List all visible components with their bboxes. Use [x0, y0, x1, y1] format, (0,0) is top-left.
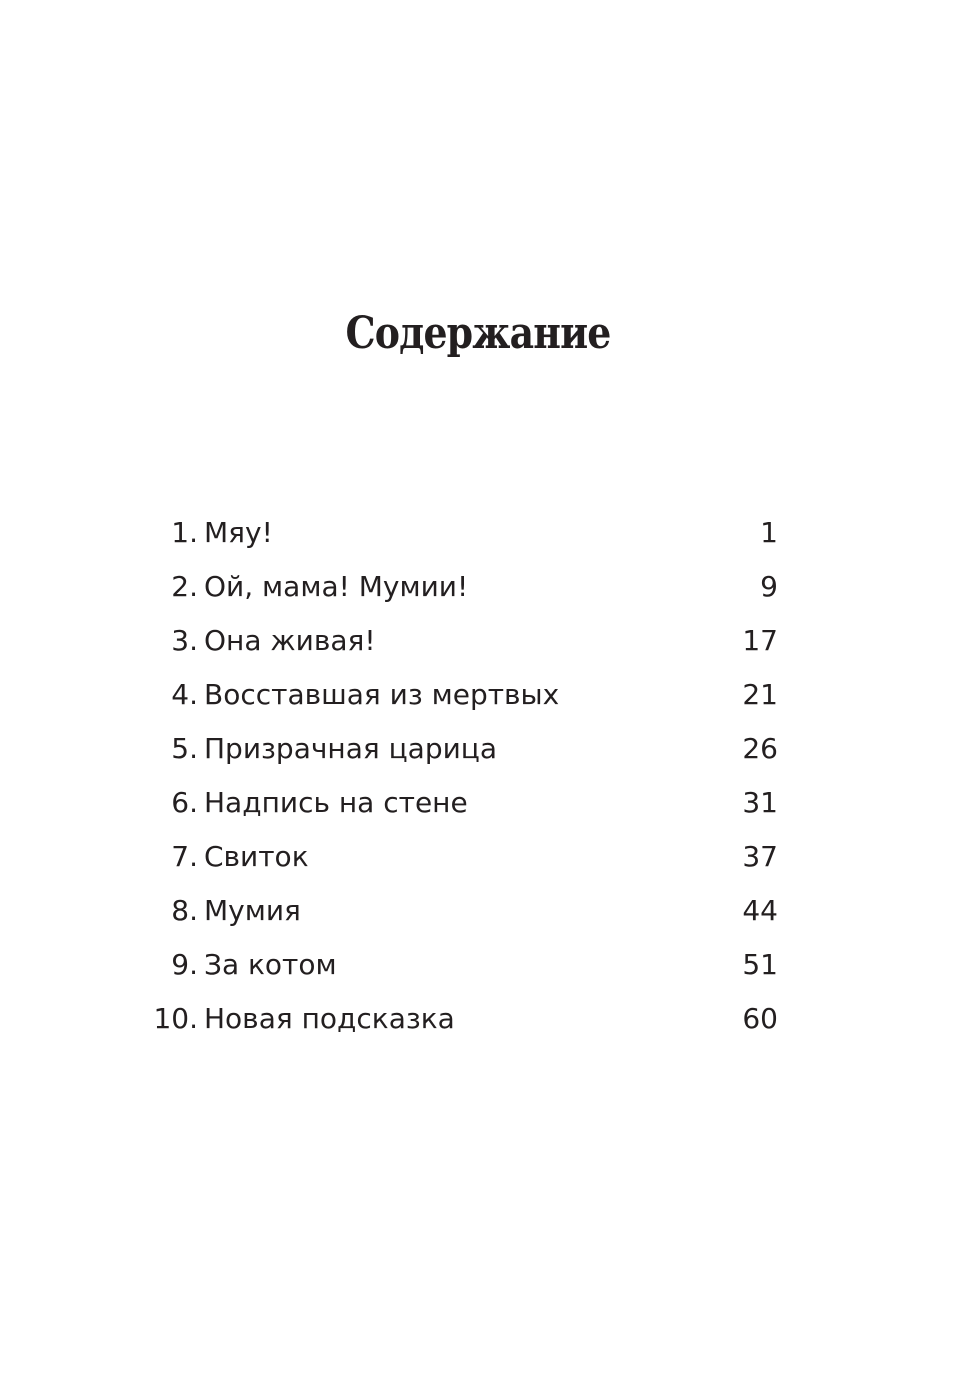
toc-entry	[150, 830, 778, 884]
toc-entry-number: 4.	[171, 678, 198, 711]
toc-entry-title: Восставшая из мертвых	[204, 678, 560, 711]
toc-entry-page: 9	[760, 570, 778, 603]
toc-entry	[150, 722, 778, 776]
toc-entry	[150, 668, 778, 722]
toc-entry-page: 44	[742, 894, 778, 927]
toc-entry-title: Надпись на стене	[204, 786, 468, 819]
toc-entry-page: 60	[742, 1002, 778, 1035]
table-of-contents	[150, 506, 778, 1046]
toc-entry-title: За котом	[204, 948, 337, 981]
toc-entry-number: 8.	[171, 894, 198, 927]
toc-entry-number: 2.	[171, 570, 198, 603]
toc-entry	[150, 776, 778, 830]
toc-entry-page: 17	[742, 624, 778, 657]
toc-entry-number: 10.	[153, 1002, 198, 1035]
toc-entry-page: 21	[742, 678, 778, 711]
toc-entry	[150, 506, 778, 560]
toc-entry-page: 31	[742, 786, 778, 819]
toc-entry-title: Мумия	[204, 894, 301, 927]
toc-entry-number: 5.	[171, 732, 198, 765]
toc-entry-title: Призрачная царица	[204, 732, 498, 765]
toc-entry-number: 6.	[171, 786, 198, 819]
toc-entry-title: Мяу!	[204, 516, 273, 549]
toc-entry-number: 3.	[171, 624, 198, 657]
toc-entry-title: Она живая!	[204, 624, 376, 657]
toc-entry-title: Новая подсказка	[204, 1002, 455, 1035]
toc-entry	[150, 614, 778, 668]
toc-entry	[150, 560, 778, 614]
toc-entry-page: 51	[742, 948, 778, 981]
toc-entry-page: 26	[742, 732, 778, 765]
toc-entry-number: 9.	[171, 948, 198, 981]
toc-entry-title: Свиток	[204, 840, 309, 873]
toc-entry	[150, 884, 778, 938]
toc-entry-page: 1	[760, 516, 778, 549]
toc-entry-page: 37	[742, 840, 778, 873]
toc-entry	[150, 938, 778, 992]
toc-entry	[150, 992, 778, 1046]
toc-entry-number: 1.	[171, 516, 198, 549]
toc-entry-number: 7.	[171, 840, 198, 873]
toc-entry-title: Ой, мама! Мумии!	[204, 570, 469, 603]
page-title: Содержание	[345, 308, 611, 359]
